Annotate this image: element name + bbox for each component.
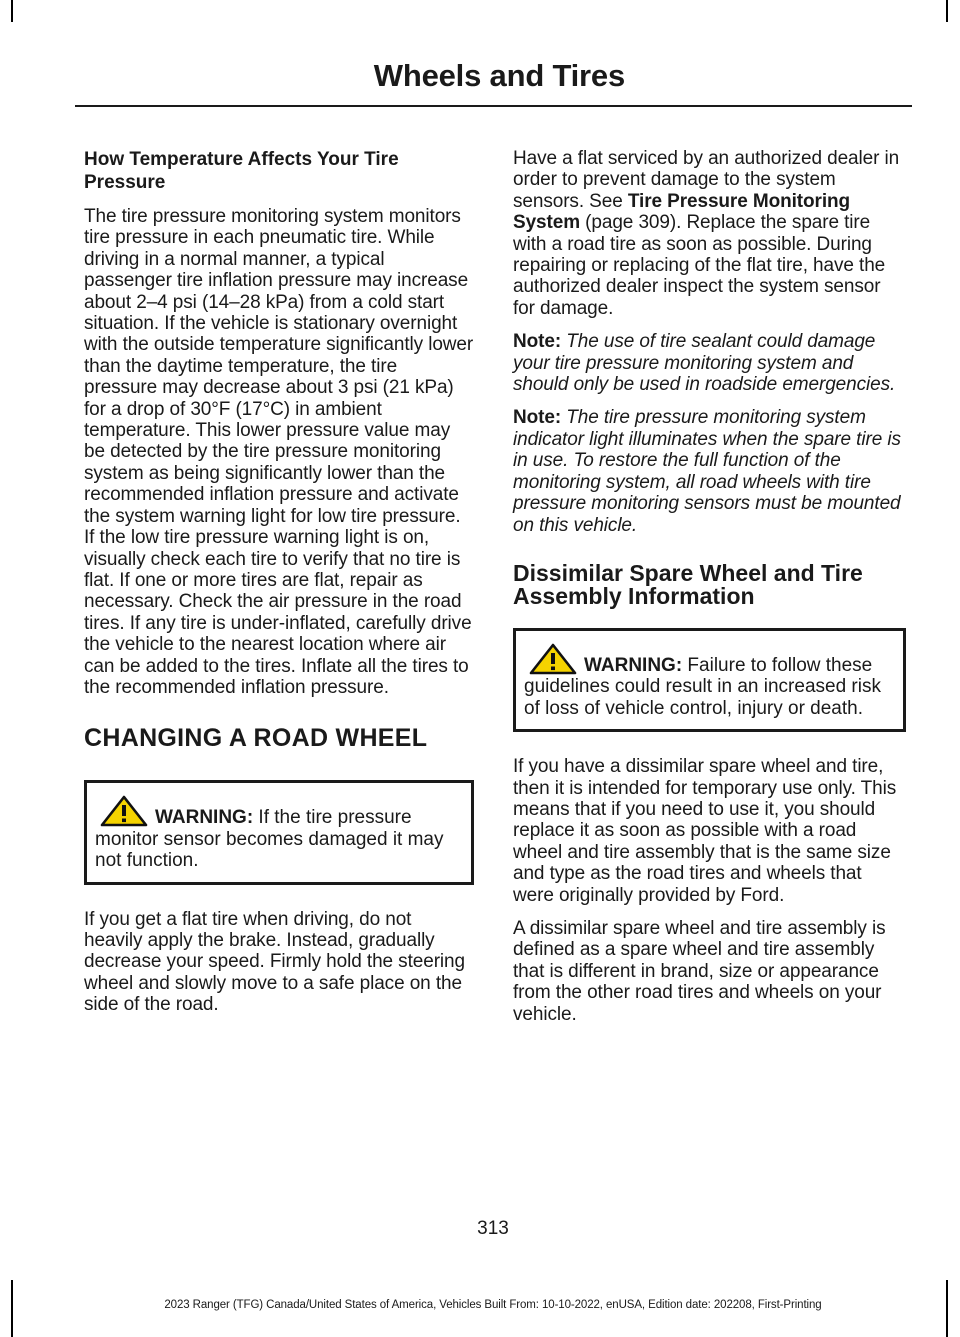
warning-label: WARNING: — [584, 654, 683, 676]
paragraph-service-flat — [513, 148, 906, 319]
note-indicator-light — [513, 407, 906, 535]
warning-text: If the tire pressure monitor sensor becomes damaged it may not function. — [95, 807, 444, 872]
paragraph-flat-tire: If you get a flat tire when driving, do not heavily apply the brake. Instead, gradually decrease your speed. Firmly hold the steering wheel and slowly move to a safe place on the side of the road. — [84, 908, 465, 1016]
subheading-temperature: How Temperature Affects Your Tire Pressure — [84, 149, 399, 193]
warning-box-guidelines — [513, 628, 906, 732]
right-column — [513, 148, 906, 1037]
paragraph-dissimilar-temporary: If you have a dissimilar spare wheel and tire, then it is intended for temporary use only. This means that if you need to use it, you should replace it as soon as possible with a road wheel and tire assembly that is the same size and type as the road tires and wheels that were originally provided by Ford. — [513, 756, 897, 906]
note-label: Note: — [513, 331, 562, 353]
warning-label: WARNING: — [155, 807, 254, 829]
warning-triangle-icon — [528, 643, 578, 675]
note-text: The use of tire sealant could damage your tire pressure monitoring system and should only be used in roadside emergencies. — [513, 331, 896, 396]
page-number: 313 — [477, 1218, 509, 1239]
warning-triangle-icon — [99, 795, 149, 827]
paragraph-dissimilar-definition: A dissimilar spare wheel and tire assembly is defined as a spare wheel and tire assembly that is different in brand, size or appearance from the other road tires and wheels on your vehicle. — [513, 917, 886, 1025]
paragraph-service-flat-end: (page 309). Replace the spare tire with a road tire as soon as possible. During repairing or replacing of the flat tire, have the authorized dealer inspect the system sensor for damage. — [513, 212, 886, 319]
cross-reference-link[interactable]: Tire Pressure Monitoring System — [513, 190, 851, 234]
warning-box-sensor — [84, 780, 474, 884]
warning-text: Failure to follow these guidelines could result in an increased risk of loss of vehicle control, injury or death. — [524, 654, 881, 719]
footer-edition-line: 2023 Ranger (TFG) Canada/United States of America, Vehicles Built From: 10-10-2022, enUSA, Edition date: 202208, First-Printing — [164, 1299, 822, 1311]
crop-mark-top-left — [11, 0, 13, 22]
note-text: The tire pressure monitoring system indicator light illuminates when the spare tire is in use. To restore the full function of the monitoring system, all road wheels with tire pressure monitoring sensors must be mounted on this vehicle. — [513, 407, 901, 536]
note-tire-sealant — [513, 331, 906, 395]
left-column — [84, 148, 474, 1028]
crop-mark-top-right — [946, 0, 948, 22]
section-heading-dissimilar-spare: Dissimilar Spare Wheel and Tire Assembly Information — [513, 559, 863, 609]
page-title: Wheels and Tires — [373, 58, 625, 93]
paragraph-temperature: The tire pressure monitoring system monitors tire pressure in each pneumatic tire. While driving in a normal manner, a typical passenger tire inflation pressure may increase about 2–4 psi (14–28 kPa) from a cold start situation. If the vehicle is stationary overnight with the outside temperature significantly lower than the daytime temperature, the tire pressure may decrease about 3 psi (21 kPa) for a drop of 30°F (17°C) in ambient temperature. This lower pressure value may be detected by the tire pressure monitoring system as being significantly lower than the recommended inflation pressure and activate the system warning light for low tire pressure. If the low tire pressure warning light is on, visually check each tire to verify that no tire is flat. If one or more tires are flat, repair as necessary. Check the air pressure in the road tires. If any tire is under-inflated, carefully drive the vehicle to the nearest location where air can be added to the tires. Inflate all the tires to the recommended inflation pressure. — [84, 206, 474, 698]
header-divider — [75, 105, 912, 107]
section-heading-changing-wheel: CHANGING A ROAD WHEEL — [84, 724, 428, 753]
note-label: Note: — [513, 407, 562, 429]
paragraph-service-flat-start: Have a flat serviced by an authorized dealer in order to prevent damage to the system sensors. See — [513, 148, 900, 212]
